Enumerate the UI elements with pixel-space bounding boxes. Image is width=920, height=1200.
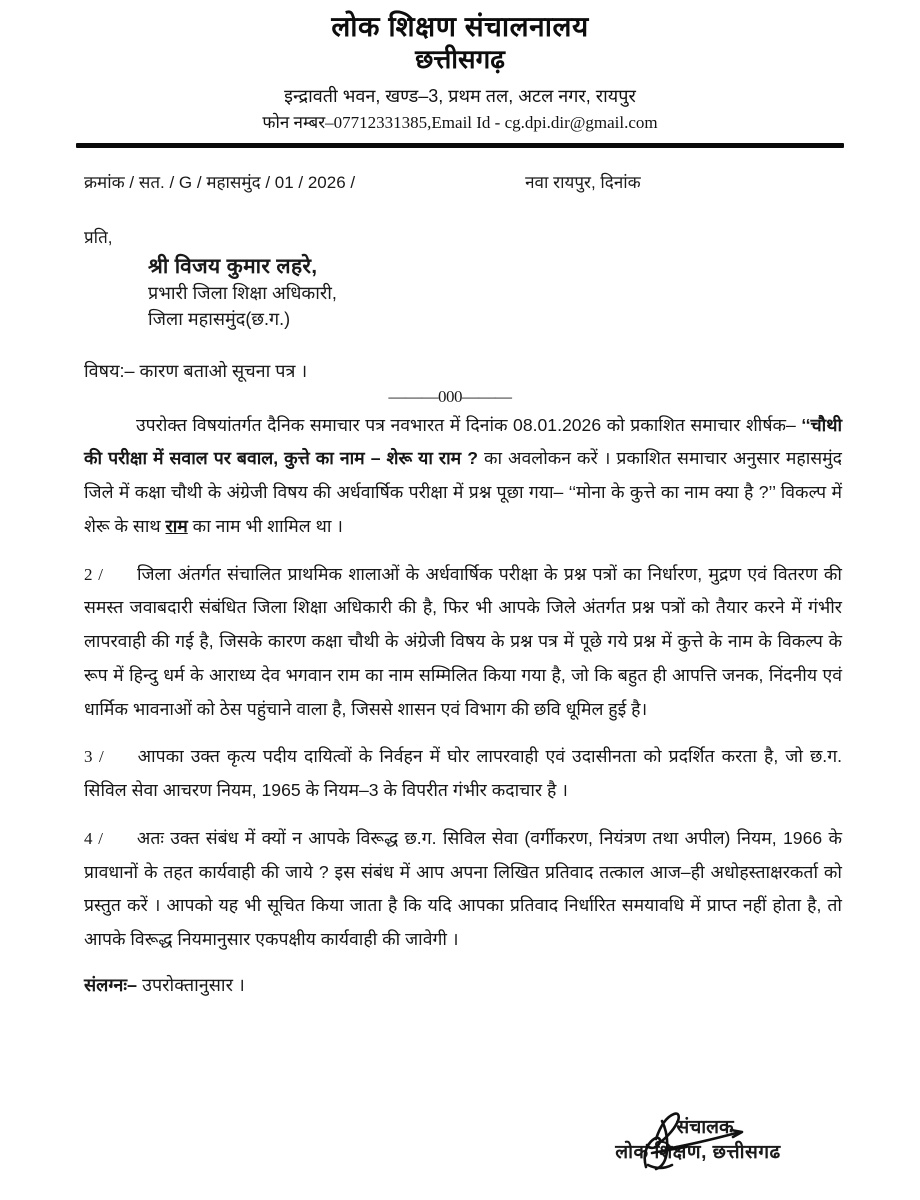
paragraph-2 <box>84 558 842 727</box>
reference-number: क्रमांक / सत. / G / महासमुंद / 01 / 2026 / <box>84 172 356 192</box>
signatory-designation: संचालक <box>676 1116 734 1138</box>
section-ornament: ———000——— <box>388 386 512 406</box>
paragraph-2-text: जिला अंतर्गत संचालित प्राथमिक शालाओं के अर्धवार्षिक परीक्षा के प्रश्न पत्रों का निर्धारण, मुद्रण एवं वितरण की समस्त जवाबदारी संबंधित जिला शिक्षा अधिकारी की है, फिर भी आपके जिले अंतर्गत प्रश्न पत्रों को तैयार करने में गंभीर लापरवाही की गई है, जिसके कारण कक्षा चौथी के अंग्रेजी विषय के प्रश्न पत्र में पूछे गये प्रश्न में कुत्ते के नाम के विकल्प के रूप में हिन्दु धर्म के आराध्य देव भगवान राम का नाम सम्मिलित किया गया है, जो कि बहुत ही आपत्ति जनक, निंदनीय एवं धार्मिक भावनाओं को ठेस पहुंचाने वाला है, जिससे शासन एवं विभाग की छवि धूमिल हुई है। <box>84 563 842 719</box>
attachment-line <box>84 973 920 997</box>
para1-headline: ‘‘चौथी की परीक्षा में सवाल पर बवाल, कुत्ते का नाम – शेरू या राम ? <box>84 414 842 469</box>
subject-label: विषय:– <box>84 360 135 381</box>
attachment-label: संलग्नः– <box>84 975 138 995</box>
letter-body <box>0 409 920 957</box>
organization-name: लोक शिक्षण संचालनालय <box>331 11 589 42</box>
para1-part1: उपरोक्त विषयांतर्गत दैनिक समाचार पत्र नवभारत में दिनांक 08.01.2026 को प्रकाशित समाचार शीर्षक– <box>136 414 802 435</box>
paragraph-4 <box>84 822 842 957</box>
subject-text: कारण बताओ सूचना पत्र । <box>139 360 308 381</box>
paragraph-3-text: आपका उक्त कृत्य पदीय दायित्वों के निर्वहन में घोर लापरवाही एवं उदासीनता को प्रदर्शित करता है, जो छ.ग. सिविल सेवा आचरण नियम, 1965 के नियम–3 के विपरीत गंभीर कदाचार है । <box>84 746 842 801</box>
paragraph-1 <box>84 409 842 544</box>
attachment-text: उपरोक्तानुसार । <box>137 975 245 995</box>
para1-part2: का अवलोकन करें । प्रकाशित समाचार अनुसार महासमुंद जिले में कक्षा चौथी के अंग्रेजी विषय की अर्धवार्षिक परीक्षा में प्रश्न पूछा गया– ‘‘मोना के कुत्ते का नाम क्या है ?’’ विकल्प में शेरू के साथ <box>84 448 843 536</box>
header-divider <box>76 143 844 148</box>
signatory-department: लोक शिक्षण, छत्तीसगढ <box>615 1142 781 1164</box>
subject-line <box>84 359 920 383</box>
signature-block <box>548 1115 848 1166</box>
para1-part3: का नाम भी शामिल था । <box>187 515 343 536</box>
paragraph-4-number: 4 / <box>84 828 103 848</box>
organization-address: इन्द्रावती भवन, खण्ड–3, प्रथम तल, अटल नगर, रायपुर <box>284 86 636 107</box>
paragraph-3 <box>84 740 842 808</box>
organization-state: छत्तीसगढ़ <box>415 44 505 75</box>
to-label: प्रति, <box>84 227 113 247</box>
addressee-district: जिला महासमुंद(छ.ग.) <box>148 308 291 329</box>
organization-contact: फोन नम्बर–07712331385,Email Id - cg.dpi.dir@gmail.com <box>262 112 658 132</box>
paragraph-2-number: 2 / <box>84 564 103 584</box>
addressee-name: श्री विजय कुमार लहरे, <box>148 254 318 278</box>
para1-highlight-ram: राम <box>165 515 188 536</box>
addressee-designation: प्रभारी जिला शिक्षा अधिकारी, <box>148 283 337 304</box>
paragraph-4-text: अतः उक्त संबंध में क्यों न आपके विरूद्ध छ.ग. सिविल सेवा (वर्गीकरण, नियंत्रण तथा अपील) नियम, 1966 के प्रावधानों के तहत कार्यवाही की जाये ? इस संबंध में आप अपना लिखित प्रतिवाद तत्काल आज–ही अधोहस्ताक्षरकर्ता को प्रस्तुत करें । आपको यह भी सूचित किया जाता है कि यदि आपका प्रतिवाद निर्धारित समयावधि में प्राप्त नहीं होता है, तो आपके विरूद्ध नियमानुसार एकपक्षीय कार्यवाही की जावेगी । <box>84 827 842 950</box>
paragraph-3-number: 3 / <box>84 747 104 767</box>
reference-place-date: नवा रायपुर, दिनांक <box>525 172 641 192</box>
addressee-block <box>148 252 920 333</box>
reference-row <box>0 170 920 193</box>
letterhead <box>0 0 920 134</box>
